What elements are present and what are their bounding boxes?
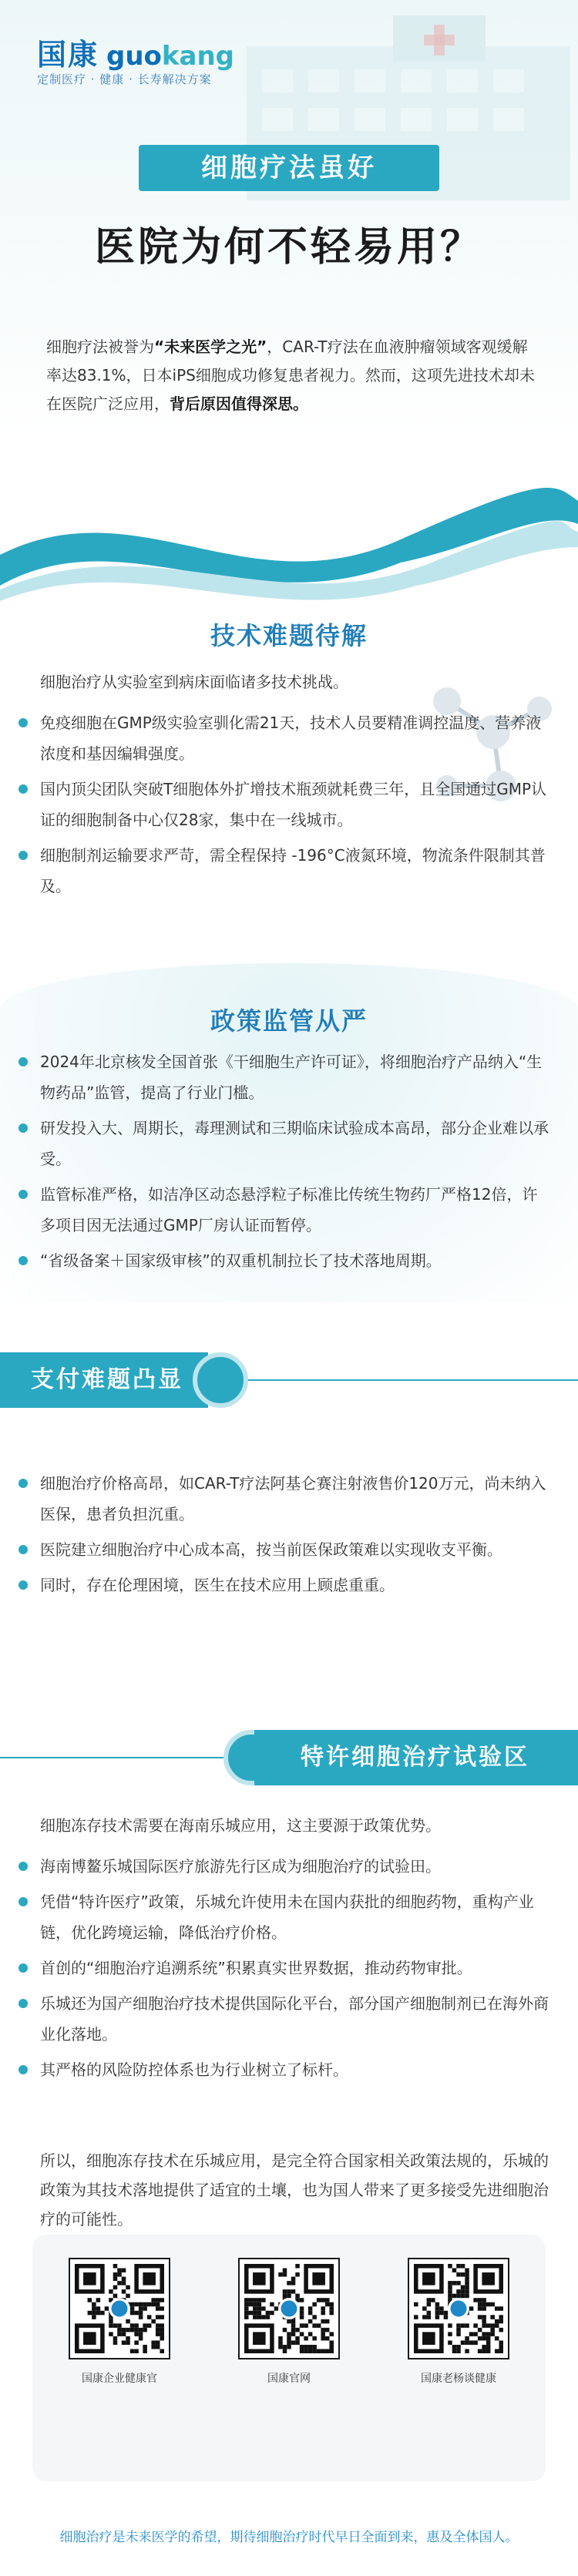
list-item xyxy=(18,1886,550,1948)
list-item-text: 同时，存在伦理困境，医生在技术应用上顾虑重重。 xyxy=(40,1576,395,1594)
payment-list xyxy=(18,1468,550,1605)
intro-bold-1: “未来医学之光” xyxy=(154,338,267,356)
list-item xyxy=(18,1468,550,1530)
footer-slogan: 细胞治疗是未来医学的希望，期待细胞治疗时代早日全面到来，惠及全体国人。 xyxy=(59,2530,519,2545)
list-item-text: 海南博鳌乐城国际医疗旅游先行区成为细胞治疗的试验田。 xyxy=(40,1857,441,1876)
tech-list xyxy=(18,707,550,906)
logo-english-suffix: kang xyxy=(161,41,235,72)
bullet-dot-icon xyxy=(18,1999,28,2008)
list-item xyxy=(18,840,550,902)
list-item xyxy=(18,1179,550,1241)
bullet-dot-icon xyxy=(18,1545,28,1554)
list-item-text: 2024年北京核发全国首张《干细胞生产许可证》，将细胞治疗产品纳入“生物药品”监管，提高了行业门槛。 xyxy=(40,1053,543,1102)
qr-code-icon xyxy=(238,2258,340,2359)
bullet-dot-icon xyxy=(18,2065,28,2074)
bullet-dot-icon xyxy=(18,1580,28,1590)
section-title-payment: 支付难题凸显 xyxy=(0,1352,208,1408)
bullet-dot-icon xyxy=(18,1190,28,1199)
brand-tagline: 定制医疗 · 健康 · 长寿解决方案 xyxy=(37,72,212,86)
trial-lead: 细胞冻存技术需要在海南乐城应用，这主要源于政策优势。 xyxy=(40,1816,441,1835)
band-circle-icon xyxy=(193,1352,248,1408)
bullet-dot-icon xyxy=(18,1123,28,1133)
list-item-text: 首创的“细胞治疗追溯系统”积累真实世界数据，推动药物审批。 xyxy=(40,1959,472,1977)
list-item-text: 其严格的风险防控体系也为行业树立了标杆。 xyxy=(40,2060,348,2079)
qr-code-icon xyxy=(69,2258,170,2359)
qr-code-icon xyxy=(408,2258,509,2359)
bullet-dot-icon xyxy=(18,1897,28,1906)
list-item xyxy=(18,1953,550,1983)
bullet-dot-icon xyxy=(18,1862,28,1871)
qr-label: 国康官网 xyxy=(267,2373,311,2385)
bullet-dot-icon xyxy=(18,784,28,794)
intro-bold-2: 背后原因值得深思。 xyxy=(170,395,308,413)
brand-logo xyxy=(37,31,234,73)
bullet-dot-icon xyxy=(18,718,28,727)
intro-text-2: ，CAR-T疗法在血液肿瘤领域客观缓解率达83.1%，日本iPS细胞成功修复患者视力。然而，这项先进技术却未在医院广泛应用， xyxy=(46,338,535,413)
list-item xyxy=(18,1046,550,1108)
header xyxy=(0,0,578,439)
qr-label: 国康老杨谈健康 xyxy=(421,2373,496,2385)
list-item-text: 免疫细胞在GMP级实验室驯化需21天，技术人员要精准调控温度、营养液浓度和基因编辑强度。 xyxy=(40,714,542,763)
list-item-text: 乐城还为国产细胞治疗技术提供国际化平台，部分国产细胞制剂已在海外商业化落地。 xyxy=(40,1994,549,2044)
qr-card xyxy=(32,2235,546,2481)
tech-lead: 细胞治疗从实验室到病床面临诸多技术挑战。 xyxy=(40,673,348,691)
logo-english-prefix: guo xyxy=(106,41,162,72)
list-item-text: “省级备案＋国家级审核”的双重机制拉长了技术落地周期。 xyxy=(40,1251,442,1270)
qr-item[interactable] xyxy=(62,2258,177,2386)
bullet-dot-icon xyxy=(18,1963,28,1973)
list-item xyxy=(18,1534,550,1565)
list-item-text: 研发投入大、周期长，毒理测试和三期临床试验成本高昂，部分企业难以承受。 xyxy=(40,1119,549,1168)
qr-item[interactable] xyxy=(231,2258,347,2386)
list-item-text: 国内顶尖团队突破T细胞体外扩增技术瓶颈就耗费三年，且全国通过GMP认证的细胞制备中心仅28家，集中在一线城市。 xyxy=(40,780,547,829)
list-item xyxy=(18,707,550,769)
list-item-text: 细胞治疗价格高昂，如CAR-T疗法阿基仑赛注射液售价120万元，尚未纳入医保，患者负担沉重。 xyxy=(40,1474,546,1523)
list-item xyxy=(18,1245,550,1276)
bullet-dot-icon xyxy=(18,851,28,860)
logo-english xyxy=(106,41,234,72)
page-title: 医院为何不轻易用？ xyxy=(94,224,483,270)
list-item xyxy=(18,774,550,835)
list-item xyxy=(18,2054,550,2085)
bullet-dot-icon xyxy=(18,1256,28,1265)
bullet-dot-icon xyxy=(18,1057,28,1066)
qr-label: 国康企业健康官 xyxy=(82,2373,157,2385)
list-item xyxy=(18,1851,550,1882)
title-pill: 细胞疗法虽好 xyxy=(139,145,439,191)
logo-chinese: 国康 xyxy=(37,38,99,72)
intro-paragraph xyxy=(46,333,539,418)
bullet-dot-icon xyxy=(18,1479,28,1488)
list-item-text: 凭借“特许医疗”政策，乐城允许使用未在国内获批的细胞药物，重构产业链，优化跨境运输，降低治疗价格。 xyxy=(40,1893,534,1942)
list-item-text: 医院建立细胞治疗中心成本高，按当前医保政策难以实现收支平衡。 xyxy=(40,1540,502,1559)
decorative-wave xyxy=(0,455,578,601)
trial-conclusion: 所以，细胞冻存技术在乐城应用，是完全符合国家相关政策法规的，乐城的政策为其技术落地提供了适宜的土壤，也为国人带来了更多接受先进细胞治疗的可能性。 xyxy=(40,2151,549,2228)
list-item-text: 监管标准严格，如洁净区动态悬浮粒子标准比传统生物药厂严格12倍，许多项目因无法通过GMP厂房认证而暂停。 xyxy=(40,1185,538,1234)
section-title-policy: 政策监管从严 xyxy=(210,1006,368,1036)
section-title-trial: 特许细胞治疗试验区 xyxy=(254,1730,578,1785)
section-title-tech: 技术难题待解 xyxy=(210,621,368,650)
trial-list xyxy=(18,1851,550,2090)
policy-list xyxy=(18,1046,550,1281)
list-item-text: 细胞制剂运输要求严苛，需全程保持 -196°C液氮环境，物流条件限制其普及。 xyxy=(40,846,546,895)
list-item xyxy=(18,1988,550,2050)
intro-text-1: 细胞疗法被誉为 xyxy=(46,338,154,356)
qr-item[interactable] xyxy=(401,2258,516,2386)
list-item xyxy=(18,1113,550,1174)
list-item xyxy=(18,1570,550,1600)
